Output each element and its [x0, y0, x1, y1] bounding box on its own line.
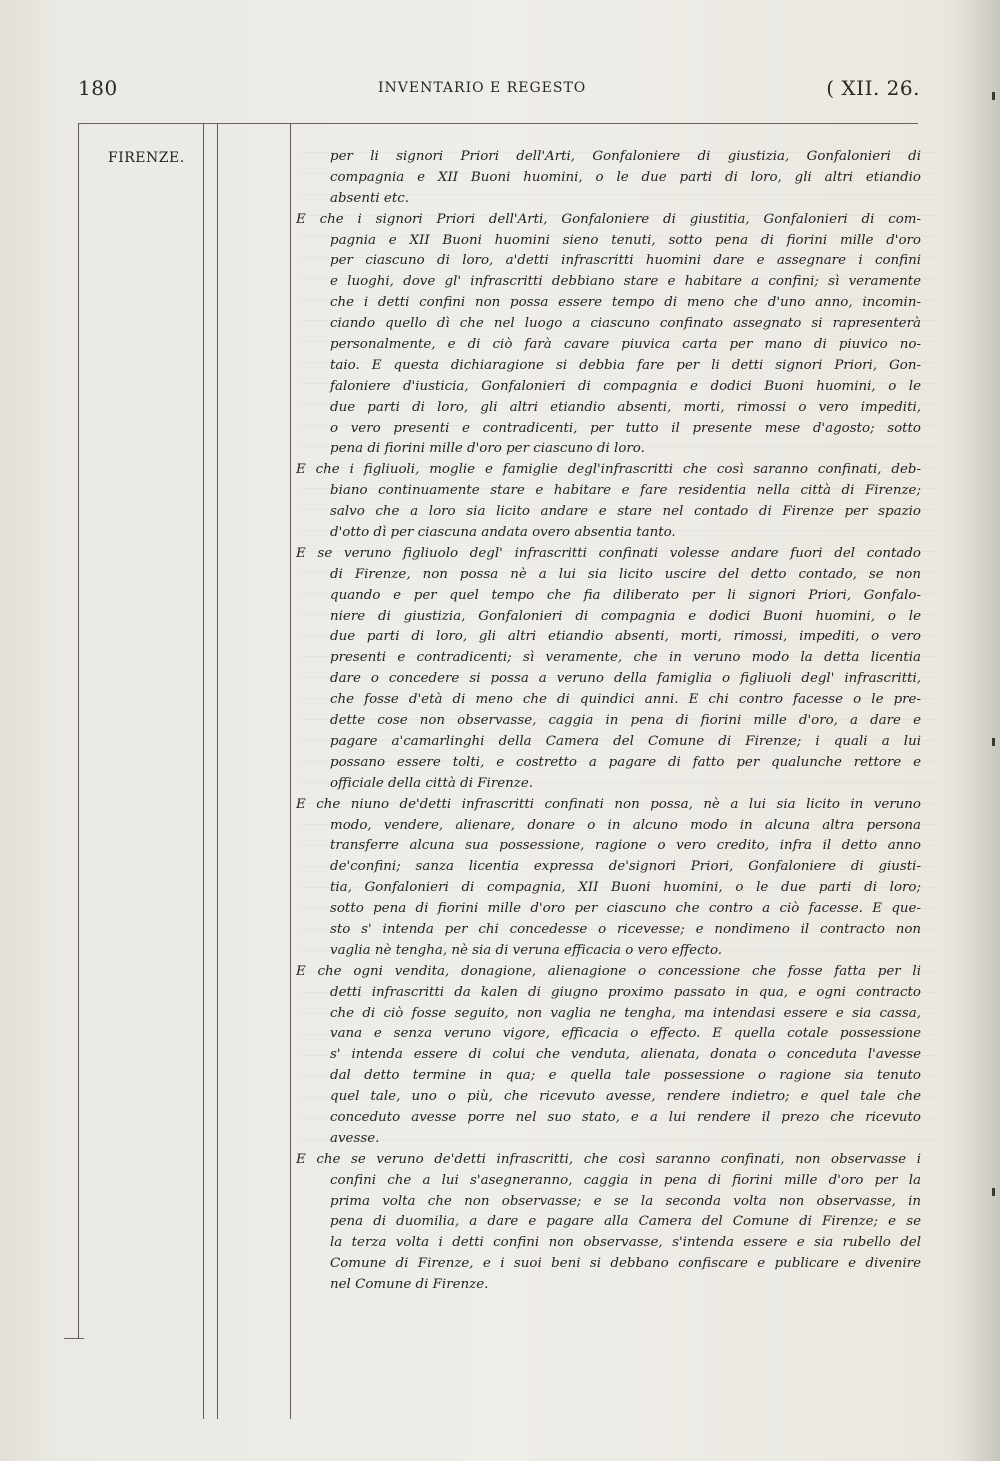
text-line: pagnia e XII Buoni huomini sieno tenuti, sotto pena di fiorini mille d'oro: [330, 232, 921, 248]
document-paragraph: [296, 147, 921, 210]
text-line: di Firenze, non possa nè a lui sia licito uscire del detto contado, se non: [330, 566, 921, 582]
text-line: E che niuno de'detti infrascritti confinati non possa, nè a lui sia licito in veruno: [296, 796, 921, 812]
text-line: due parti di loro, gli altri etiandio absenti, morti, rimossi, impediti, o vero: [330, 629, 921, 645]
document-paragraph: [296, 1150, 921, 1296]
text-line: de'confini; sanza licentia expressa de'signori Priori, Gonfaloniere di giusti-: [330, 859, 921, 875]
text-line: compagnia e XII Buoni huomini, o le due parti di loro, gli altri etiandio: [330, 169, 921, 185]
text-line: dette cose non observasse, caggia in pena di fiorini mille d'oro, a dare e: [330, 713, 921, 729]
text-line: modo, vendere, alienare, donare o in alcuno modo in alcuna altra persona: [330, 817, 921, 833]
edge-mark: [992, 92, 995, 100]
document-body: [296, 147, 921, 1296]
text-line: e luoghi, dove gl' infrascritti debbiano stare e habitare a confini; sì veramente: [330, 274, 921, 290]
column-rule: [203, 124, 204, 1419]
text-line: confini che a lui s'asegneranno, caggia in pena di fiorini mille d'oro per la: [330, 1172, 921, 1188]
edge-mark: [992, 1188, 995, 1196]
text-line: s' intenda essere di colui che venduta, alienata, donata o conceduta l'avesse: [330, 1047, 921, 1063]
text-line: pena di fiorini mille d'oro per ciascuno di loro.: [330, 441, 645, 457]
document-paragraph: [296, 962, 921, 1150]
text-line: E che i figliuoli, moglie e famiglie degl'infrascritti che così saranno confinati, deb-: [296, 462, 921, 478]
text-line: taio. E questa dichiaragione si debbia fare per li detti signori Priori, Gon-: [330, 357, 921, 373]
edge-mark: [992, 738, 995, 746]
document-reference: ( XII. 26.: [826, 76, 920, 100]
header-rule: [78, 123, 918, 124]
text-line: E che se veruno de'detti infrascritti, che così saranno confinati, non observasse i: [296, 1151, 921, 1167]
page-number: 180: [78, 76, 118, 100]
text-line: detti infrascritti da kalen di giugno proximo passato in qua, e ogni contracto: [330, 984, 921, 1000]
text-line: la terza volta i detti confini non observasse, s'intenda essere e sia rubello del: [330, 1235, 921, 1251]
text-line: niere di giustizia, Gonfalonieri di compagnia e dodici Buoni huomini, o le: [330, 608, 921, 624]
margin-place-name: FIRENZE.: [108, 150, 185, 166]
text-line: che fosse d'età di meno che di quindici anni. E chi contro facesse o le pre-: [330, 692, 921, 708]
text-line: tia, Gonfalonieri di compagnia, XII Buoni huomini, o le due parti di loro;: [330, 880, 921, 896]
column-rule: [78, 124, 79, 1339]
document-paragraph: [296, 210, 921, 461]
text-line: possano essere tolti, e costretto a pagare di fatto per qualunche rettore e: [330, 754, 921, 770]
text-line: biano continuamente stare e habitare e fare residentia nella città di Firenze;: [330, 483, 921, 499]
text-line: che di ciò fosse seguito, non vaglia ne tengha, ma intendasi essere e sia cassa,: [330, 1005, 921, 1021]
text-line: presenti e contradicenti; sì veramente, che in veruno modo la detta licentia: [330, 650, 921, 666]
column-rule: [217, 124, 218, 1419]
text-line: E che ogni vendita, donagione, alienagione o concessione che fosse fatta per li: [296, 963, 921, 979]
document-paragraph: [296, 795, 921, 962]
text-line: personalmente, e di ciò farà cavare piuvica carta per mano di piuvico no-: [330, 337, 921, 353]
text-line: dare o concedere si possa a veruno della famiglia o figliuoli degl' infrascritti,: [330, 671, 921, 687]
text-line: d'otto dì per ciascuna andata overo absentia tanto.: [330, 525, 676, 541]
text-line: dal detto termine in qua; e quella tale possessione o ragione sia tenuto: [330, 1068, 921, 1084]
document-paragraph: [296, 544, 921, 795]
text-line: faloniere d'iusticia, Gonfalonieri di compagnia e dodici Buoni huomini, o le: [330, 378, 921, 394]
text-line: quando e per quel tempo che fia diliberato per li signori Priori, Gonfalo-: [330, 587, 921, 603]
text-line: due parti di loro, gli altri etiandio absenti, morti, rimossi o vero impediti,: [330, 399, 921, 415]
text-line: E che i signori Priori dell'Arti, Gonfaloniere di giustitia, Gonfalonieri di com-: [296, 211, 921, 227]
text-line: nel Comune di Firenze.: [330, 1277, 489, 1293]
text-line: officiale della città di Firenze.: [330, 775, 534, 791]
column-rule-end: [64, 1338, 84, 1339]
text-line: sto s' intenda per chi concedesse o ricevesse; e nondimeno il contracto non: [330, 921, 921, 937]
text-line: pagare a'camarlinghi della Camera del Comune di Firenze; i quali a lui: [330, 733, 921, 749]
text-line: sotto pena di fiorini mille d'oro per ciascuno che contro a ciò facesse. E que-: [330, 901, 921, 917]
text-line: transferre alcuna sua possessione, ragione o vero credito, infra il detto anno: [330, 838, 921, 854]
column-rule: [290, 124, 291, 1419]
running-head: [78, 76, 920, 106]
text-line: per li signori Priori dell'Arti, Gonfaloniere di giustizia, Gonfalonieri di: [330, 149, 921, 164]
text-line: per ciascuno di loro, a'detti infrascritti huomini dare e assegnare i confini: [330, 253, 921, 269]
running-title: INVENTARIO E REGESTO: [378, 80, 587, 96]
text-line: che i detti confini non possa essere tempo di meno che d'uno anno, incomin-: [330, 295, 921, 311]
text-line: pena di duomilia, a dare e pagare alla Camera del Comune di Firenze; e se: [330, 1214, 921, 1230]
text-line: E se veruno figliuolo degl' infrascritti confinati volesse andare fuori del contado: [296, 545, 921, 561]
text-line: avesse.: [330, 1130, 380, 1146]
text-line: o vero presenti e contradicenti, per tutto il presente mese d'agosto; sotto: [330, 420, 921, 436]
text-line: quel tale, uno o più, che ricevuto avesse, rendere indietro; e quel tale che: [330, 1089, 921, 1105]
text-line: vaglia nè tengha, nè sia di veruna efficacia o vero effecto.: [330, 942, 723, 958]
text-line: conceduto avesse porre nel suo stato, e a lui rendere il prezo che ricevuto: [330, 1109, 921, 1125]
text-line: prima volta che non observasse; e se la seconda volta non observasse, in: [330, 1193, 921, 1209]
text-line: absenti etc.: [330, 190, 409, 206]
document-paragraph: [296, 460, 921, 544]
text-line: vana e senza veruno vigore, efficacia o effecto. E quella cotale possessione: [330, 1026, 921, 1042]
text-line: ciando quello dì che nel luogo a ciascuno confinato assegnato si rapresenterà: [330, 316, 921, 332]
text-line: Comune di Firenze, e i suoi beni si debbano confiscare e publicare e divenire: [330, 1256, 921, 1272]
text-line: salvo che a loro sia licito andare e stare nel contado di Firenze per spazio: [330, 504, 921, 520]
